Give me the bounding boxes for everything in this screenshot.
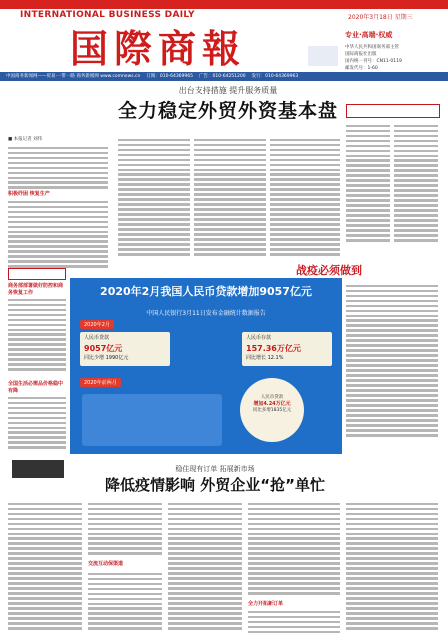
lead-body-col4 [270,136,340,258]
battle-headline: 战疫必须做到 [296,264,362,277]
battle-body [346,282,438,439]
lead-byline: ■ 本报记者 刘伟 [8,137,43,142]
masthead-title: 国際商報 [70,26,247,71]
left-body-b [8,394,66,451]
left-column-logo [8,268,66,280]
lead-body-col1 [8,144,108,191]
bottom-col2 [88,500,162,557]
lead-body-col2 [118,136,190,258]
masthead-english-title: INTERNATIONAL BUSINESS DAILY [20,10,195,20]
left-subhead: 商务部部署做好防控和商务恢复工作 [8,283,64,296]
top-red-band [0,0,448,9]
right-col-a [346,122,390,244]
bottom-subhead: 交流互动保渠道 [88,561,124,567]
infographic-tab-feb: 2020年2月 [80,320,114,329]
left-body-a [8,296,66,373]
infographic-building-illustration [82,394,222,446]
left-subhead-2: 全国生活必需品价格稳中有降 [8,381,64,394]
right-col-b [394,122,438,244]
bottom-col5 [346,500,438,632]
bottom-col4b [248,608,340,636]
bottom-col4 [248,500,340,597]
info-bar: 中国商务新闻网——贸易·一带一路 商务新闻网 www.comnews.cn 订阅：010-64369965 广告：010-64251200 发行：010-64369963 [0,72,448,81]
bottom-kicker: 稳住现有订单 拓展新市场 [175,465,255,473]
masthead-date: 2020年3月18日 星期三 [348,14,413,21]
infographic-tab-two-months: 2020年前两月 [80,378,121,387]
masthead-side-info: 中华人民共和国商务部主管 国际商报社出版 国内统一刊号：CN11-0119 邮发代号：1-60 [345,45,402,71]
lead-body-col1b [8,198,108,270]
bottom-subhead-2: 全力开拓新订单 [248,601,284,607]
lead-subhead: 积极纾困 恢复生产 [8,191,50,197]
infographic-circle: 人民币贷款 增加4.24万亿元 同比多增1835亿元 [240,378,304,442]
bottom-headline: 降低疫情影响 外贸企业“抢”单忙 [105,476,325,494]
bottom-col2b [88,570,162,632]
masthead-slogan: 专业·高端·权威 [345,31,393,39]
lead-headline: 全力稳定外贸外资基本盘 [118,100,339,122]
bottom-section-logo [12,460,64,478]
bottom-col3 [168,500,242,632]
column-logo [346,104,440,118]
lead-headline-block [118,85,338,123]
lead-body-col3 [194,136,266,258]
infographic-loan-box: 人民币贷款 9057亿元 同比少增 1990亿元 [80,332,170,366]
infographic-title: 2020年2月我国人民币贷款增加9057亿元 [100,285,312,298]
bottom-col1 [8,500,82,632]
bottom-headline-block [90,464,340,495]
lead-kicker: 出台支持措施 提升服务质量 [178,86,278,95]
infographic-subtitle: 中国人民银行3月11日发布金融统计数据报告 [146,310,266,317]
qr-code-icon [308,46,338,66]
infographic-deposit-box: 人民币存款 157.36万亿元 同比增长 12.1% [242,332,332,366]
loan-infographic [70,278,342,454]
